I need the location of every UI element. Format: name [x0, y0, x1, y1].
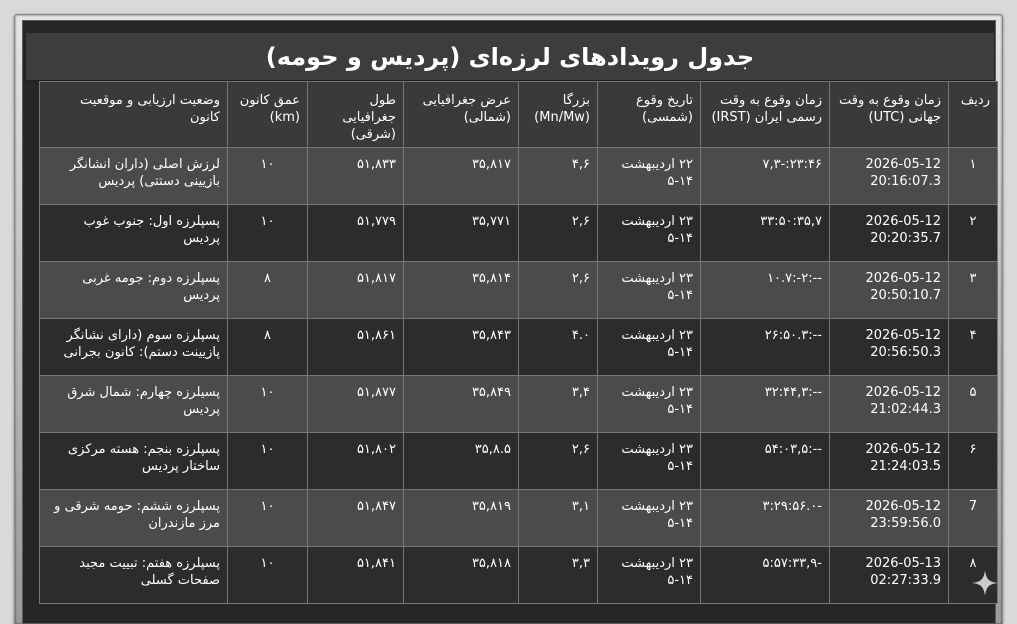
table-cell: پسپلرزه بنجم: هسته مرکزی ساختار پردیس [40, 433, 228, 490]
table-cell: ۲۳ اردیبهشت ۱۴-۵ [598, 319, 701, 376]
table-cell: ۲۳ اردیبهشت ۱۴-۵ [598, 547, 701, 604]
table-cell: --:۵۴:۰۳,۵ [701, 433, 830, 490]
table-cell: ۲۳:۴۶:-۷,۳ [701, 148, 830, 205]
seismic-events-table [39, 81, 998, 604]
table-cell: ۳۵,۸۱۹ [404, 490, 519, 547]
table-cell: ۲۳ اردیبهشت ۱۴-۵ [598, 376, 701, 433]
table-cell: 2026-05-13 02:27:33.9 [830, 547, 949, 604]
table-cell: ۲۳ اردیبهشت ۱۴-۵ [598, 262, 701, 319]
table-cell: --:۲-:۱۰.۷ [701, 262, 830, 319]
table-body [40, 148, 998, 604]
table-cell: 2026-05-12 20:20:35.7 [830, 205, 949, 262]
table-cell: 2026-05-12 21:24:03.5 [830, 433, 949, 490]
table-cell: پسپلرزه دوم: جومه غربی پردیس [40, 262, 228, 319]
table-row [40, 148, 998, 205]
table-cell: 2026-05-12 20:50:10.7 [830, 262, 949, 319]
table-header-row [40, 82, 998, 148]
table-cell: ۱ [949, 148, 998, 205]
table-cell: ۳۵,۷۷۱ [404, 205, 519, 262]
table-cell: ۸ [949, 547, 998, 604]
table-cell: پسپلرزه اول: جنوب غوب پردیس [40, 205, 228, 262]
table-cell: ۵۱,۷۷۹ [308, 205, 404, 262]
table-cell: ۲,۶ [519, 262, 598, 319]
table-cell: پسپلرزه سوم (دارای نشانگر پازیینت دستم): کانون بجرانی [40, 319, 228, 376]
table-cell: ۲۳ اردیبهشت ۱۴-۵ [598, 490, 701, 547]
table-cell: ۵۱,۸۰۲ [308, 433, 404, 490]
table-cell: ۲۳ اردیبهشت ۱۴-۵ [598, 205, 701, 262]
table-cell: 2026-05-12 20:16:07.3 [830, 148, 949, 205]
table-cell: ۳۳:۵۰:۳۵,۷ [701, 205, 830, 262]
table-row [40, 433, 998, 490]
table-cell: ۸ [228, 319, 308, 376]
column-header: تاریخ وقوع (شمسی) [598, 82, 701, 148]
table-cell: لرزش اصلی (داران انشانگر بازیینی دستتی) پردیس [40, 148, 228, 205]
table-cell: 2026-05-12 20:56:50.3 [830, 319, 949, 376]
table-cell: ۳۵,۸۱۷ [404, 148, 519, 205]
column-header: بزرگا (Mn/Mw) [519, 82, 598, 148]
table-row [40, 319, 998, 376]
column-header: وضعیت ارزیابی و موقعیت کانون [40, 82, 228, 148]
table-cell: ۳۵,۸.۵ [404, 433, 519, 490]
table-cell: ۴ [949, 319, 998, 376]
column-header: زمان وقوع به وقت جهانی (UTC) [830, 82, 949, 148]
table-cell: ۳,۳ [519, 547, 598, 604]
table-cell: ۲,۶ [519, 433, 598, 490]
table-cell: --:۳۲:۴۴,۳ [701, 376, 830, 433]
table-cell: ۴.۰ [519, 319, 598, 376]
table-row [40, 262, 998, 319]
table-cell: -۵:۵۷:۳۳,۹ [701, 547, 830, 604]
table-cell: ۱۰ [228, 547, 308, 604]
table-cell: --:۲۶:۵۰.۳ [701, 319, 830, 376]
table-cell: ۲۲ اردیبهشت ۱۴-۵ [598, 148, 701, 205]
table-cell: ۶ [949, 433, 998, 490]
table-cell: پسپلرزه هفتم: تبییت مجبد صفحات گسلی [40, 547, 228, 604]
table-cell: ۳ [949, 262, 998, 319]
table-cell: ۲۳ اردیبهشت ۱۴-۵ [598, 433, 701, 490]
table-cell: ۳۵,۸۴۳ [404, 319, 519, 376]
table-cell: ۱۰ [228, 205, 308, 262]
column-header: زمان وقوع به وقت رسمی ایران (IRST) [701, 82, 830, 148]
table-cell: 2026-05-12 23:59:56.0 [830, 490, 949, 547]
table-cell: پسیلرزه چهارم: شمال شرق پردیس [40, 376, 228, 433]
table-cell: ۵۱,۸۴۱ [308, 547, 404, 604]
table-cell: ۲ [949, 205, 998, 262]
table-cell: ۳۵,۸۱۸ [404, 547, 519, 604]
page-title: جدول رویدادهای لرزه‌ای (پردیس و حومه) [26, 33, 994, 81]
table-cell: 2026-05-12 21:02:44.3 [830, 376, 949, 433]
table-cell: ۵۱,۸۳۳ [308, 148, 404, 205]
table-cell: ۲,۶ [519, 205, 598, 262]
table-cell: 7 [949, 490, 998, 547]
table-cell: ۵۱,۸۶۱ [308, 319, 404, 376]
column-header: عمق کانون (km) [228, 82, 308, 148]
table-cell: ۱۰ [228, 490, 308, 547]
table-cell: -۳:۲۹:۵۶.۰ [701, 490, 830, 547]
table-cell: ۵۱,۸۷۷ [308, 376, 404, 433]
table-cell: ۱۰ [228, 148, 308, 205]
table-row [40, 376, 998, 433]
column-header: عرض جغرافیایی (شمالی) [404, 82, 519, 148]
table-cell: ۳,۴ [519, 376, 598, 433]
table-cell: ۵ [949, 376, 998, 433]
table-cell: ۵۱,۸۴۷ [308, 490, 404, 547]
column-header: ردیف [949, 82, 998, 148]
column-header: طول جغرافیایی (شرقی) [308, 82, 404, 148]
table-cell: ۳,۱ [519, 490, 598, 547]
table-cell: ۳۵,۸۴۹ [404, 376, 519, 433]
table-row [40, 490, 998, 547]
sparkle-icon [970, 568, 1000, 598]
table-cell: ۸ [228, 262, 308, 319]
table-cell: پسپلرزه ششم: حومه شرقی و مرز مازندران [40, 490, 228, 547]
table-row [40, 205, 998, 262]
table-row [40, 547, 998, 604]
table-cell: ۵۱,۸۱۷ [308, 262, 404, 319]
table-cell: ۴,۶ [519, 148, 598, 205]
table-cell: ۳۵,۸۱۴ [404, 262, 519, 319]
table-cell: ۱۰ [228, 433, 308, 490]
table-cell: ۱۰ [228, 376, 308, 433]
